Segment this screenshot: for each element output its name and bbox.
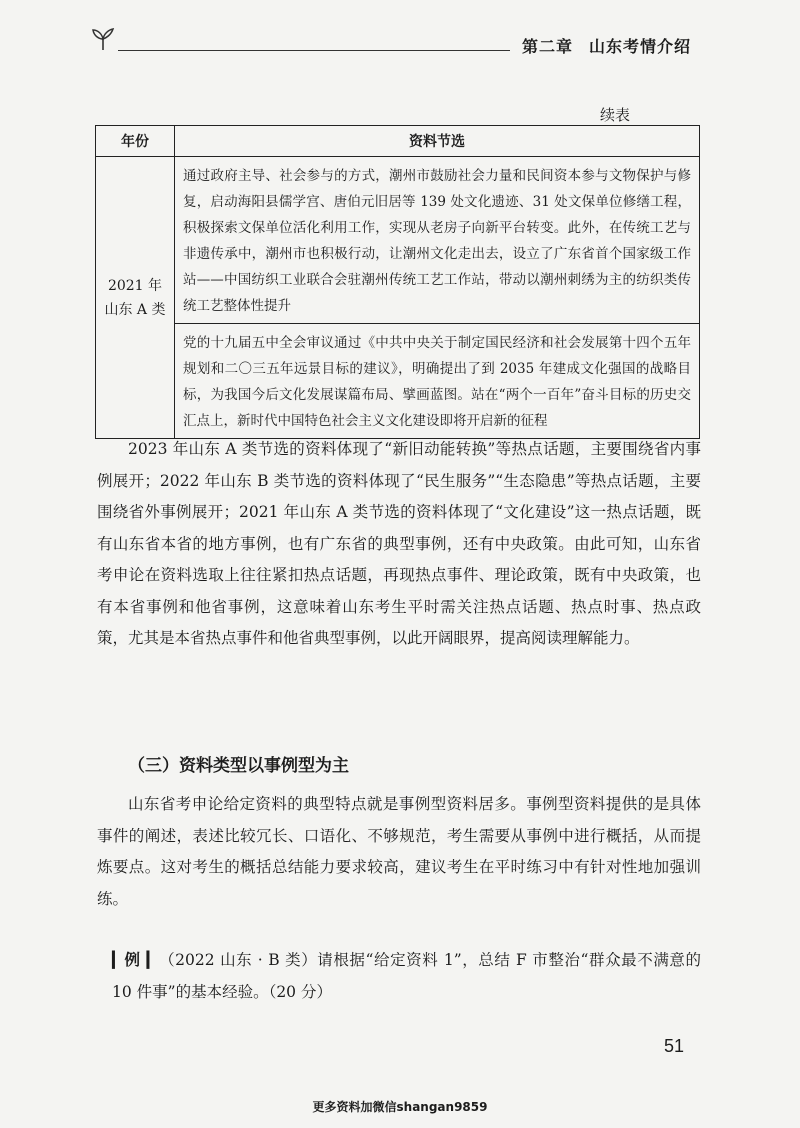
excerpt-cell: 党的十九届五中全会审议通过《中共中央关于制定国民经济和社会发展第十四个五年规划和二〇三五年远景目标的建议》，明确提出了到 2035 年建成文化强国的战略目标，为我国今后文化发展谋篇布局、擘画蓝图。站在“两个一百年”奋斗目标的历史交汇点上，新时代中国特色社会主义文化建设即将开启新的征程 xyxy=(175,324,700,439)
header-rule xyxy=(118,50,510,51)
running-header xyxy=(522,34,691,57)
exam-label: 山东 A 类 xyxy=(104,301,166,318)
example-text: （2022 山东 · B 类）请根据“给定资料 1”，总结 F 市整治“群众最不满意的 10 件事”的基本经验。（20 分） xyxy=(112,951,701,1001)
excerpt-table xyxy=(95,125,700,439)
sprout-icon xyxy=(90,26,116,52)
column-header-year: 年份 xyxy=(96,126,175,157)
year-label: 2021 年 xyxy=(107,277,163,294)
example-paragraph xyxy=(112,945,701,1008)
table-row xyxy=(96,324,700,439)
footer-note: 更多资料加微信shangan9859 xyxy=(312,1100,488,1114)
example-label: ▎例 ▎ xyxy=(112,951,159,969)
chapter-label: 第二章 xyxy=(522,37,574,56)
page-number: 51 xyxy=(664,1036,685,1056)
table-header-row xyxy=(96,126,700,157)
chapter-title: 山东考情介绍 xyxy=(589,37,692,56)
year-cell xyxy=(96,157,175,439)
section-heading: （三）资料类型以事例型为主 xyxy=(128,756,349,776)
table-row xyxy=(96,157,700,324)
continued-table-label: 续表 xyxy=(600,106,631,124)
analysis-paragraph: 2023 年山东 A 类节选的资料体现了“新旧动能转换”等热点话题，主要围绕省内事例展开；2022 年山东 B 类节选的资料体现了“民生服务”“生态隐患”等热点话题，主要围绕省外事例展开；2021 年山东 A 类节选的资料体现了“文化建设”这一热点话题，既有山东省本省的地方事例，也有广东省的典型事例，还有中央政策。由此可知，山东省考申论在资料选取上往往紧扣热点话题，再现热点事件、理论政策，既有中央政策，也有本省事例和他省事例，这意味着山东考生平时需关注热点话题、热点时事、热点政策，尤其是本省热点事件和他省典型事例，以此开阔眼界，提高阅读理解能力。 xyxy=(97,440,701,647)
column-header-excerpt: 资料节选 xyxy=(175,126,700,157)
excerpt-cell: 通过政府主导、社会参与的方式，潮州市鼓励社会力量和民间资本参与文物保护与修复，启动海阳县儒学宫、唐伯元旧居等 139 处文化遗迹、31 处文保单位修缮工程，积极探索文保单位活化利用工作，实现从老房子向新平台转变。此外，在传统工艺与非遗传承中，潮州市也积极行动，让潮州文化走出去，设立了广东省首个国家级工作站——中国纺织工业联合会驻潮州传统工艺工作站，带动以潮州刺绣为主的纺织类传统工艺整体性提升 xyxy=(175,157,700,324)
section-body-paragraph: 山东省考申论给定资料的典型特点就是事例型资料居多。事例型资料提供的是具体事件的阐述，表述比较冗长、口语化、不够规范，考生需要从事例中进行概括，从而提炼要点。这对考生的概括总结能力要求较高，建议考生在平时练习中有针对性地加强训练。 xyxy=(97,795,701,908)
